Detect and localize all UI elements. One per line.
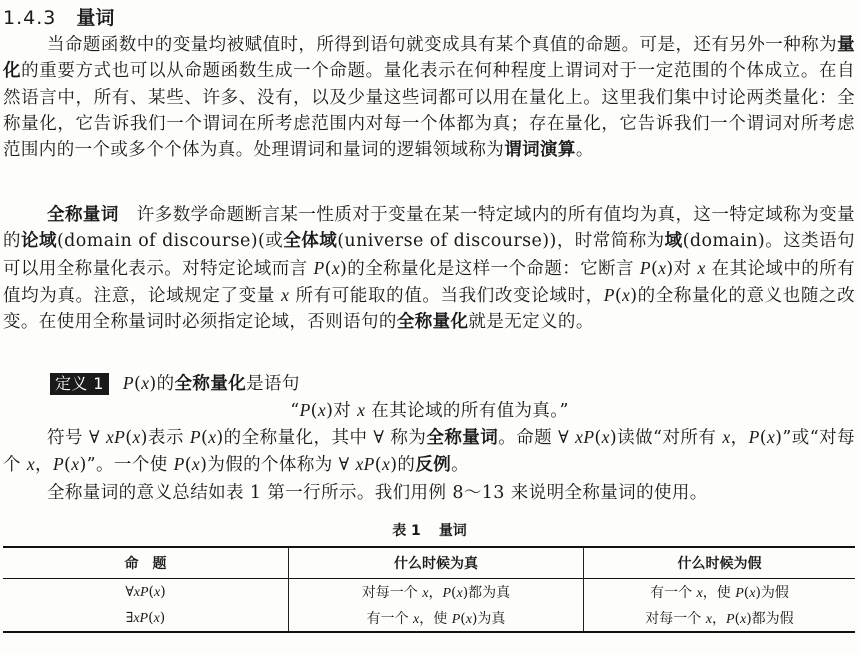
term-counterexample: 反例 — [415, 455, 452, 476]
subheading-universal-quantifier: 全称量词 — [47, 205, 119, 225]
text-run: ( — [594, 428, 602, 448]
text-run: )对 — [666, 258, 698, 279]
section-number: 1.4.3 — [3, 7, 57, 29]
text-run: )的全称量化是这样一个命题：它断言 — [340, 258, 640, 279]
universal-symbol: ∀ — [125, 583, 134, 600]
math-var: x — [740, 612, 747, 627]
table-title: 量词 — [438, 523, 467, 539]
math-var: x — [132, 427, 141, 447]
math-var: P — [442, 586, 452, 601]
cell-when-true — [289, 605, 584, 632]
definition-label: 定义 1 — [50, 373, 109, 395]
math-var: x — [705, 612, 712, 627]
math-var: x — [71, 454, 80, 475]
term-quantification: 量化 — [3, 35, 855, 82]
cell-proposition — [3, 605, 289, 632]
text-run: ， — [711, 611, 726, 627]
math-var: x — [658, 257, 667, 278]
text-run: ( — [374, 455, 383, 476]
math-var: x — [154, 584, 161, 600]
math-var: x — [141, 373, 150, 393]
section-heading — [3, 3, 114, 30]
text-run: )的全称量化，其中 ∀ 称为 — [216, 428, 427, 448]
math-var: xP — [355, 454, 375, 475]
math-var: x — [749, 586, 756, 601]
math-var: P — [52, 454, 65, 475]
math-var: x — [422, 586, 429, 601]
math-var: x — [622, 284, 631, 305]
section-title: 量词 — [76, 7, 115, 29]
text-run: ( — [451, 585, 457, 601]
text-run: ( — [148, 583, 154, 600]
math-var: x — [456, 586, 463, 601]
definition-quote — [0, 397, 859, 422]
cell-when-false — [584, 605, 856, 632]
text-run: ( — [743, 585, 750, 601]
term-universal-quantification: 全称量化 — [396, 312, 469, 333]
text-run: )对 — [326, 401, 358, 421]
math-var: P — [313, 257, 325, 278]
math-var: P — [173, 454, 185, 475]
text-run: 就是无定义的。 — [468, 312, 594, 333]
term-domain-short: 域 — [664, 231, 683, 252]
text-run: ( — [310, 401, 318, 421]
term-universe: 全体域 — [283, 231, 338, 252]
text-run: 符号 ∀ — [47, 428, 106, 448]
text-run: ( — [64, 455, 72, 476]
math-var: x — [208, 427, 217, 447]
text-run: )读做“对所有 — [609, 428, 723, 448]
math-var: P — [735, 586, 744, 601]
math-var: x — [382, 454, 391, 475]
text-run: 在其论域的所有值为真。” — [365, 401, 569, 421]
math-var: x — [281, 284, 290, 305]
text-run: )”或“对每个 — [3, 428, 855, 476]
table-header-row — [3, 547, 855, 579]
math-var: xP — [575, 427, 595, 447]
math-var: x — [696, 586, 703, 601]
math-var: x — [331, 257, 341, 278]
math-var: P — [299, 400, 311, 420]
text-run: 对每一个 — [361, 585, 423, 601]
text-run: (universe of discourse))，时常简称为 — [337, 231, 665, 252]
cell-when-true — [289, 579, 584, 606]
paragraph-universal-quantifier — [3, 202, 855, 335]
math-var: xP — [133, 584, 149, 600]
math-var: x — [697, 257, 706, 278]
math-var: x — [722, 427, 731, 447]
math-var: x — [413, 612, 420, 627]
text-run: ( — [200, 428, 209, 448]
text-run: ( — [133, 374, 142, 394]
term-domain: 论域 — [20, 231, 57, 252]
text-run: )为假的个体称为 ∀ — [200, 455, 356, 476]
paragraph-notation — [3, 424, 855, 479]
math-var: x — [191, 454, 201, 475]
math-var: P — [639, 257, 651, 278]
math-var: x — [317, 400, 327, 420]
quantifier-table — [3, 546, 855, 633]
text-run: )为真 — [471, 611, 506, 627]
text-run: ) — [160, 583, 166, 600]
math-var: x — [465, 612, 472, 627]
term-predicate-calculus: 谓词演算 — [504, 140, 576, 161]
term-universal-quantifier: 全称量词 — [426, 428, 499, 448]
text-run: )的 — [149, 374, 175, 394]
text-run: “ — [290, 401, 300, 421]
math-var: xP — [133, 610, 149, 626]
text-run: ， — [35, 455, 53, 476]
math-var: P — [122, 373, 134, 393]
header-when-true: 什么时候为真 — [289, 547, 584, 579]
math-var: x — [357, 400, 366, 420]
table-caption — [0, 520, 859, 540]
text-run: )都为假 — [746, 611, 794, 627]
text-run: ， — [730, 428, 749, 448]
text-run: 。命题 ∀ — [498, 428, 576, 448]
text-run: ( — [184, 455, 192, 476]
text-run: 有一个 — [366, 611, 414, 627]
math-var: P — [189, 427, 201, 447]
text-run: )表示 — [140, 428, 190, 448]
text-run: ，使 — [702, 585, 736, 601]
text-run: ( — [759, 428, 767, 448]
text-run: 对每一个 — [645, 611, 706, 627]
text-run: 。 — [451, 455, 470, 476]
text-run: ( — [460, 611, 466, 627]
text-run: 许多数学命题断言某一性质对于变量在某一特定域内的所有值均为真，这一特定域称为变量的 — [3, 205, 855, 252]
math-var: P — [748, 427, 760, 447]
math-var: x — [26, 454, 36, 475]
text-run: 当命题函数中的变量均被赋值时，所得到语句就变成具有某个真值的命题。可是，还有另外一种称为 — [47, 35, 838, 55]
table-label: 表 1 — [392, 523, 421, 539]
text-run: ( — [614, 285, 623, 306]
text-run: 是语句 — [246, 374, 300, 394]
paragraph-intro — [3, 32, 855, 163]
text-run: ( — [324, 258, 332, 279]
table-row — [3, 605, 855, 632]
math-var: P — [725, 612, 735, 627]
math-var: x — [601, 427, 610, 447]
math-var: x — [153, 610, 160, 626]
text-run: 有一个 — [650, 585, 697, 601]
text-run: 。 — [575, 140, 594, 161]
cell-when-false — [584, 579, 856, 606]
text-run: )的 — [390, 455, 416, 476]
text-run: (domain)。这类语句可以用全称量化表示。对特定论域而言 — [3, 231, 855, 279]
term-universal-quantification: 全称量化 — [174, 374, 247, 394]
text-run: 所有可能取的值。当我们改变论域时， — [289, 285, 604, 306]
paragraph-summary — [3, 480, 855, 506]
text-run: )”。一个使 — [79, 455, 174, 476]
text-run: 的重要方式也可以从命题函数生成一个命题。量化表示在何种程度上谓词对于一定范围的个体成立。在自然语言中，所有、某些、许多、没有，以及少量这些词都可以用在量化上。这里我们集中讨论两类量化：全称量化，它告诉我们一个谓词在所考虑范围内对每一个体都为真；存在量化，它告诉我们一个谓词对所考虑范围内的一个或多个个体为真。处理谓词和量词的逻辑领域称为 — [3, 61, 855, 161]
text-run: 全称量词的意义总结如表 1 第一行所示。我们用例 8～13 来说明全称量词的使用。 — [47, 483, 708, 503]
cell-proposition — [3, 579, 289, 606]
text-run: ( — [125, 428, 133, 448]
math-var: P — [451, 612, 461, 627]
table-row — [3, 579, 855, 606]
header-when-false: 什么时候为假 — [584, 547, 856, 579]
math-var: xP — [105, 427, 126, 447]
text-run: ， — [428, 585, 443, 601]
text-run: 在其论域中的所有值均为真。注意，论域规定了变量 — [3, 258, 855, 306]
existential-symbol: ∃ — [125, 609, 134, 626]
text-run: ( — [734, 611, 740, 627]
math-var: x — [766, 427, 776, 447]
text-run: )为假 — [755, 585, 789, 601]
text-run: ，使 — [419, 611, 452, 627]
text-run: ( — [148, 609, 154, 626]
definition-1 — [50, 371, 300, 396]
math-var: P — [603, 284, 615, 305]
text-run: ) — [159, 609, 166, 626]
text-run: )的全称量化的意义也随之改变。在使用全称量词时必须指定论域，否则语句的 — [3, 285, 856, 333]
text-run: (domain of discourse)(或 — [56, 231, 284, 252]
header-proposition: 命 题 — [124, 556, 167, 572]
text-run: )都为真 — [462, 585, 511, 601]
text-run: ( — [650, 258, 659, 279]
